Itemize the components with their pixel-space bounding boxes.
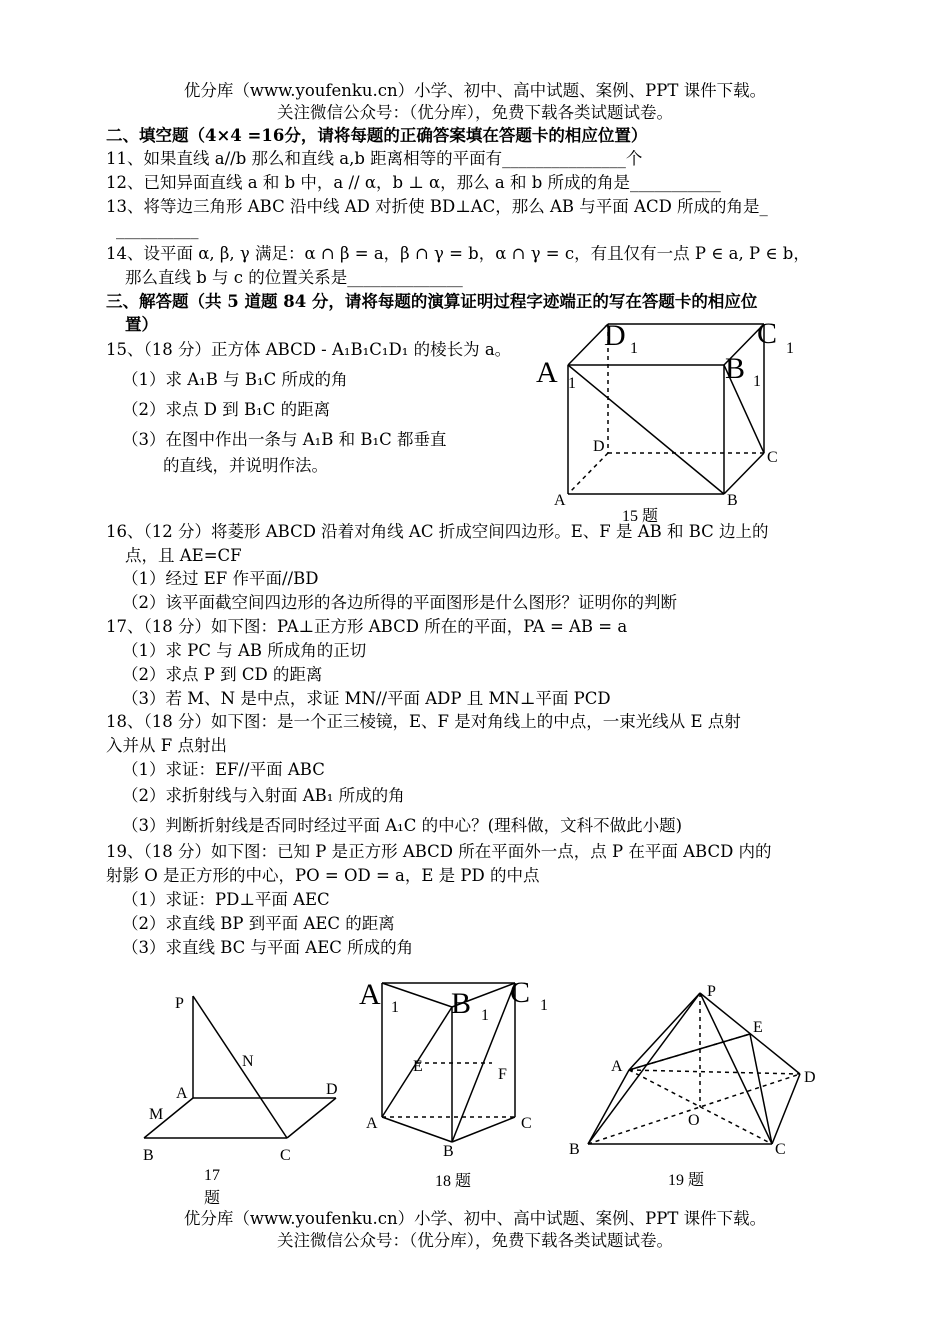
question-16-part2: （2）该平面截空间四边形的各边所得的平面图形是什么图形？证明你的判断	[122, 593, 677, 612]
question-12: 12、已知异面直线 a 和 b 中，a // α，b ⊥ α，那么 a 和 b 所成的角是___________	[106, 173, 721, 192]
figure-17-labels	[143, 995, 338, 1207]
section3-title: 三、解答题（共 5 道题 84 分，请将每题的演算证明过程字迹端正的写在答题卡的相应位	[106, 292, 758, 311]
question-14-cont: 那么直线 b 与 c 的位置关系是______________	[125, 268, 463, 287]
label-c1-sub: 1	[786, 340, 794, 357]
header-line-1: 优分库（www.youfenku.cn）小学、初中、高中试题、案例、PPT 课件下载。	[183, 81, 767, 100]
label-a1: A	[359, 978, 381, 1011]
label-a: A	[554, 492, 566, 509]
question-15-stem: 15、（18 分）正方体 ABCD - A₁B₁C₁D₁ 的棱长为 a。	[106, 340, 512, 359]
label-c: C	[280, 1147, 291, 1164]
label-a: A	[611, 1058, 623, 1075]
question-16-part1: （1）经过 EF 作平面//BD	[122, 569, 319, 588]
figure-18-caption: 18 题	[435, 1173, 472, 1190]
label-c: C	[521, 1115, 532, 1132]
question-19-stem-cont: 射影 O 是正方形的中心，PO = OD = a，E 是 PD 的中点	[106, 866, 540, 885]
label-p: P	[175, 995, 184, 1012]
question-14: 14、设平面 α, β, γ 满足：α ∩ β = a，β ∩ γ = b，α ∩ γ = c，有且仅有一点 P ∈ a, P ∈ b，	[106, 244, 810, 263]
label-f: F	[498, 1066, 507, 1083]
question-15-part2: （2）求点 D 到 B₁C 的距离	[122, 400, 331, 419]
label-c: C	[775, 1141, 786, 1158]
label-b: B	[143, 1147, 154, 1164]
question-17-stem: 17、（18 分）如下图：PA⊥正方形 ABCD 所在的平面，PA = AB = a	[106, 617, 628, 636]
question-17-part2: （2）求点 P 到 CD 的距离	[122, 665, 323, 684]
question-18-part1: （1）求证：EF//平面 ABC	[122, 760, 325, 779]
label-p: P	[707, 983, 716, 1000]
label-e: E	[753, 1019, 763, 1036]
figure-19-labels	[569, 983, 816, 1189]
figure-18-prism	[382, 983, 515, 1142]
figure-15-cube	[568, 324, 764, 494]
label-o: O	[688, 1112, 700, 1129]
label-b1-sub: 1	[753, 373, 761, 390]
label-b1: B	[725, 352, 746, 385]
label-d: D	[326, 1081, 338, 1098]
question-13: 13、将等边三角形 ABC 沿中线 AD 对折使 BD⊥AC，那么 AB 与平面 ACD 所成的角是_	[106, 197, 768, 216]
label-b: B	[727, 492, 738, 509]
label-c: C	[767, 449, 778, 466]
label-c1-sub: 1	[540, 997, 548, 1014]
question-18-part2: （2）求折射线与入射面 AB₁ 所成的角	[122, 786, 405, 805]
question-19-part2: （2）求直线 BP 到平面 AEC 的距离	[122, 914, 395, 933]
section2-title: 二、填空题（4×4 =16分，请将每题的正确答案填在答题卡的相应位置）	[106, 126, 648, 145]
label-a: A	[176, 1085, 188, 1102]
label-a1: A	[536, 356, 558, 389]
label-d: D	[804, 1069, 816, 1086]
label-m: M	[149, 1106, 164, 1123]
header-line-2: 关注微信公众号：（优分库），免费下载各类试题试卷。	[277, 103, 673, 122]
question-19-part1: （1）求证：PD⊥平面 AEC	[122, 890, 330, 909]
question-19-part3: （3）求直线 BC 与平面 AEC 所成的角	[122, 938, 414, 957]
question-16-stem: 16、（12 分）将菱形 ABCD 沿着对角线 AC 折成空间四边形。E、F 是 AB 和 BC 边上的	[106, 522, 769, 541]
label-d1-sub: 1	[630, 340, 638, 357]
question-17-part1: （1）求 PC 与 AB 所成角的正切	[122, 641, 367, 660]
label-e: E	[413, 1058, 423, 1075]
section3-title-cont: 置）	[125, 315, 158, 334]
question-15-part3: （3）在图中作出一条与 A₁B 和 B₁C 都垂直	[122, 430, 447, 449]
label-b1-sub: 1	[481, 1007, 489, 1024]
question-15-part3-cont: 的直线，并说明作法。	[163, 456, 328, 475]
question-18-stem: 18、（18 分）如下图：是一个正三棱镜，E、F 是对角线上的中点，一束光线从 E 点射	[106, 712, 741, 731]
label-c1: C	[510, 976, 531, 1009]
question-11: 11、如果直线 a//b 那么和直线 a,b 距离相等的平面有_______________个	[106, 149, 643, 168]
question-19-stem: 19、（18 分）如下图：已知 P 是正方形 ABCD 所在平面外一点，点 P 在平面 ABCD 内的	[106, 842, 772, 861]
figure-19-caption: 19 题	[668, 1172, 705, 1189]
figure-15-caption: 15 题	[622, 508, 659, 525]
label-a1-sub: 1	[568, 375, 576, 392]
label-b1: B	[451, 987, 472, 1020]
figure-17-caption: 17	[204, 1167, 220, 1184]
footer-line-1: 优分库（www.youfenku.cn）小学、初中、高中试题、案例、PPT 课件下载。	[183, 1209, 767, 1228]
question-16-stem-cont: 点，且 AE=CF	[125, 546, 242, 565]
label-c1: C	[757, 317, 778, 350]
question-15-part1: （1）求 A₁B 与 B₁C 所成的角	[122, 370, 348, 389]
figure-18-labels	[359, 976, 548, 1190]
question-18-stem-cont: 入并从 F 点射出	[106, 736, 227, 755]
figure-17	[144, 996, 336, 1138]
label-b: B	[443, 1143, 454, 1160]
question-17-part3: （3）若 M、N 是中点，求证 MN//平面 ADP 且 MN⊥平面 PCD	[122, 689, 611, 708]
question-18-part3: （3）判断折射线是否同时经过平面 A₁C 的中心？(理科做，文科不做此小题)	[122, 816, 683, 835]
label-n: N	[242, 1053, 254, 1070]
footer-line-2: 关注微信公众号：（优分库），免费下载各类试题试卷。	[277, 1231, 673, 1250]
figure-17-caption-cont: 题	[204, 1190, 221, 1207]
label-b: B	[569, 1141, 580, 1158]
label-a1-sub: 1	[391, 999, 399, 1016]
question-13-blank: __________	[116, 220, 199, 239]
label-d: D	[593, 438, 605, 455]
label-a: A	[366, 1115, 378, 1132]
label-d1: D	[604, 319, 626, 352]
